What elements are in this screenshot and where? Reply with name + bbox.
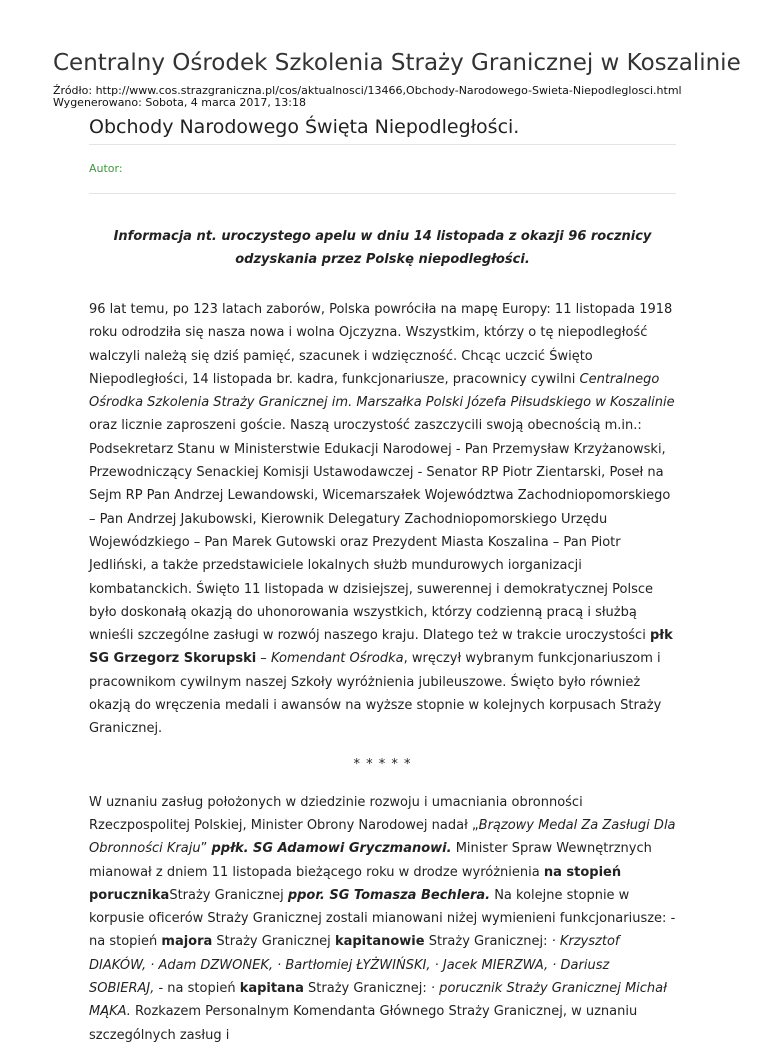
article	[89, 112, 676, 1047]
medal-recipient-name: ppłk. SG Adamowi Gryczmanowi.	[211, 841, 452, 857]
rank-captain: kapitana	[239, 981, 304, 997]
text-run: , wręczył wybranym funkcjonariuszom i pracownikom cywilnym naszej Szkoły wyróżnienia jubileuszowe. Święto było również okazją do wręczenia medali i awansów na wyższe stopnie w kolejnych korpusach Straży Granicznej.	[89, 651, 662, 737]
text-run: Rozkazem Personalnym Komendanta Głównego Straży Granicznej, w uznaniu szczególnych zasług i	[89, 1004, 638, 1043]
article-lead: Informacja nt. uroczystego apelu w dniu 14 listopada z okazji 96 rocznicy odzyskania przez Polskę niepodległości.	[113, 229, 652, 267]
text-run: Minister Spraw Wewnętrznych mianował z dniem 11 listopada bieżącego roku w drodze wyróżnienia	[89, 841, 652, 880]
text-run: 96 lat temu, po 123 latach zaborów, Polska powróciła na mapę Europy: 11 listopada 1918 roku odrodziła się nasza nowa i wolna Ojczyzna. Wszystkim, którzy o tę niepodległość walczyli należą się dziś pamięć, szacunek i wdzięczność. Chcąc uczcić Święto Niepodległości, 14 listopada br. kadra, funkcjonariusze, pracownicy cywilni	[89, 302, 673, 387]
commander-title: Komendant Ośrodka	[270, 651, 404, 667]
article-title: Obchody Narodowego Święta Niepodległości.	[89, 116, 520, 138]
text-run: –	[256, 651, 271, 667]
section-separator: * * * * *	[353, 756, 412, 772]
officer-list: · Krzysztof DIAKÓW, · Adam DZWONEK, · Bartłomiej ŁYŻWIŃSKI, · Jacek MIERZWA, · Dariusz SOBIERAJ,	[89, 934, 620, 997]
text-run: Straży Granicznej	[212, 934, 335, 950]
commander-name: płk SG Grzegorz Skorupski	[89, 628, 673, 667]
text-run: Straży Granicznej:	[303, 981, 431, 997]
rank-promotion: na stopień porucznika	[89, 864, 622, 903]
school-name: Centralnego Ośrodka Szkolenia Straży Granicznej im. Marszałka Polski Józefa Piłsudskiego w Koszalinie	[89, 371, 675, 411]
text-run: W uznaniu zasług położonych w dziedzinie rozwoju i umacniania obronności Rzeczpospolitej Polskiej, Minister Obrony Narodowej nadał „	[89, 794, 583, 833]
medal-recipient	[211, 841, 451, 856]
document-meta	[53, 85, 682, 109]
text-run: - na stopień	[154, 981, 240, 997]
text-run: oraz licznie zaproszeni goście. Naszą uroczystość zaszczycili swoją obecnością m.in.: Podsekretarz Stanu w Ministerstwie Edukacji Narodowej - Pan Przemysław Krzyżanowski, Przewodniczący Senackiej Komisji Ustawodawczej - Senator RP Piotr Zientarski, Poseł na Sejm RP Pan Andrzej Lewandowski, Wicemarszałek Województwa Zachodniopomorskiego – Pan Andrzej Jakubowski, Kierownik Delegatury Zachodniopomorskiego Urzędu Wojewódzkiego – Pan Marek Gutowski oraz Prezydent Miasta Koszalina – Pan Piotr Jedliński, a także przedstawiciele lokalnych służb mundurowych iorganizacji kombatanckich. Święto 11 listopada w dzisiejszej, suwerennej i demokratycznej Polsce było doskonałą okazją do uhonorowania wszystkich, którzy codzienną pracą i służbą wnieśli szczególne zasługi w rozwój naszego kraju. Dlatego też w trakcie uroczystości	[89, 418, 671, 644]
source-url: Źródło: http://www.cos.strazgraniczna.pl/cos/aktualnosci/13466,Obchody-Narodowego-Swieta-Niepodleglosci.html	[53, 84, 682, 97]
text-run: Straży Granicznej:	[424, 934, 552, 950]
site-title: Centralny Ośrodek Szkolenia Straży Granicznej w Koszalinie	[53, 50, 741, 76]
promoted-officer	[288, 888, 490, 903]
medal-name: Brązowy Medal Za Zasługi Dla Obronności Kraju	[89, 817, 676, 857]
officer-name: · porucznik Straży Granicznej Michał MĄKA.	[89, 981, 667, 1020]
text-run: Na kolejne stopnie w korpusie oficerów Straży Granicznej zostali mianowani niżej wymienieni funkcjonariusze: - na stopień	[89, 887, 676, 950]
author-label: Autor:	[89, 162, 123, 175]
paragraph-1	[89, 298, 676, 741]
rank-captains: kapitanowie	[334, 934, 425, 950]
divider	[89, 193, 676, 194]
paragraph-2	[89, 791, 676, 1047]
text-run: ”	[200, 841, 212, 857]
promoted-officer-name: ppor. SG Tomasza Bechlera.	[287, 887, 491, 903]
generated-date: Wygenerowano: Sobota, 4 marca 2017, 13:18	[53, 96, 307, 109]
text-run: Straży Granicznej	[169, 887, 288, 903]
rank-major: majora	[161, 934, 213, 950]
